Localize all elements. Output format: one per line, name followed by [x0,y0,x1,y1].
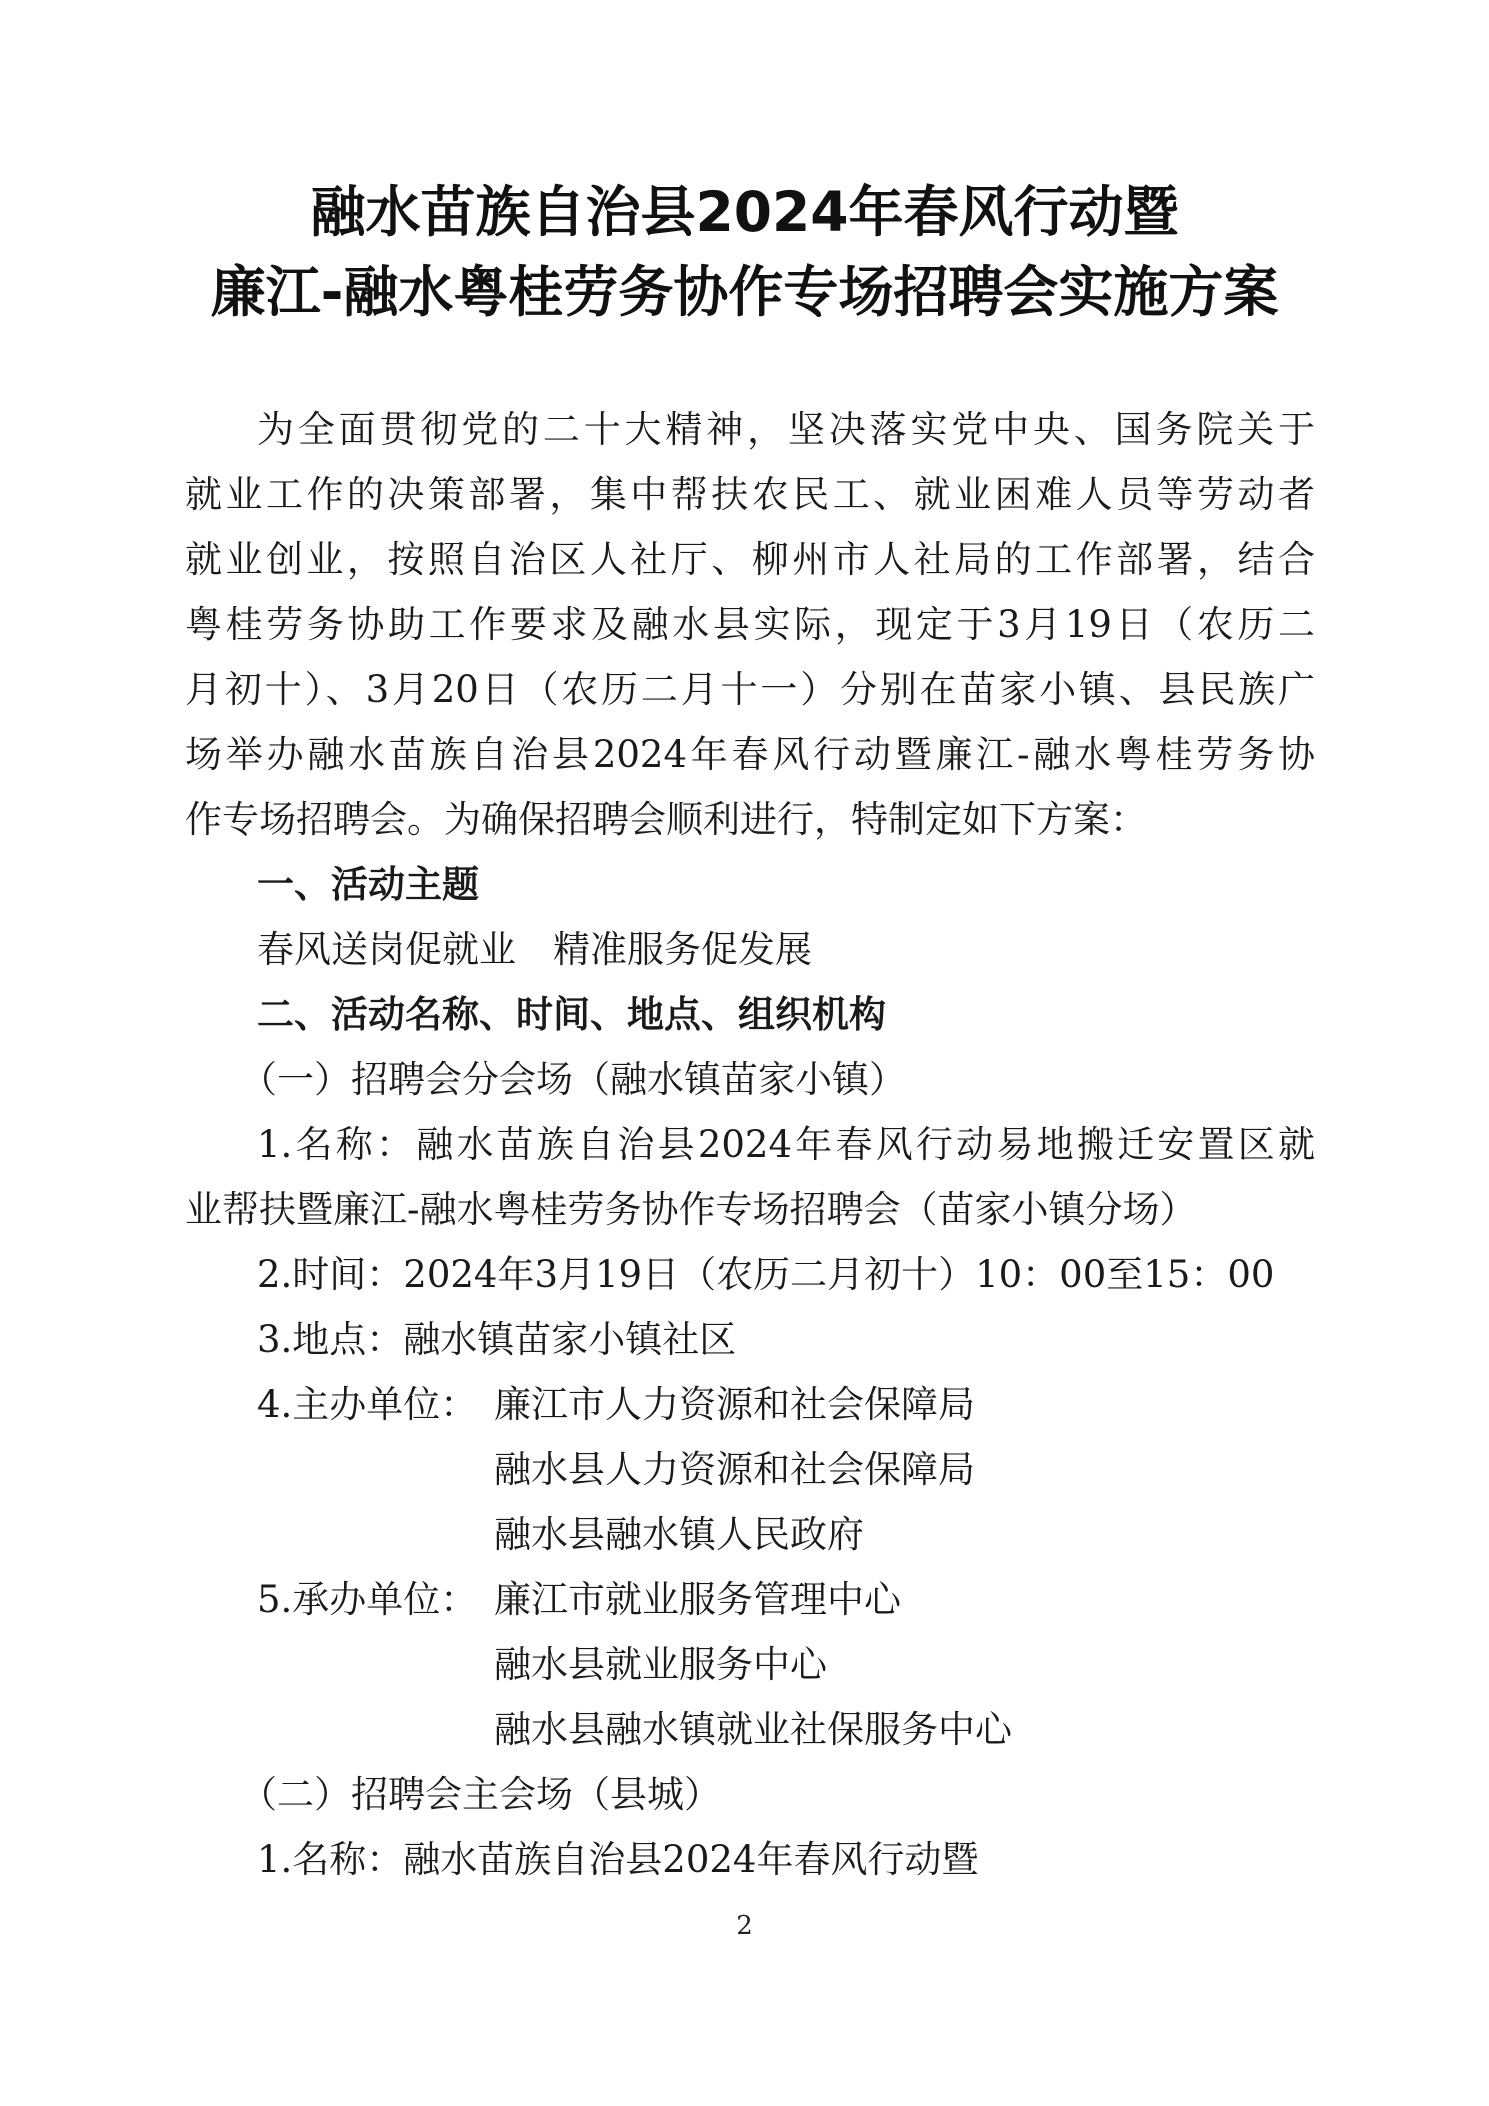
intro-paragraph-line: 粤桂劳务协助工作要求及融水县实际，现定于3月19日（农历二 [185,603,1315,646]
branch-venue-name-cont: 业帮扶暨廉江-融水粤桂劳务协作专场招聘会（苗家小镇分场） [185,1188,1197,1231]
activity-theme: 春风送岗促就业 精准服务促发展 [257,928,812,971]
organizer-units-label: 5.承办单位： [257,1578,478,1621]
branch-venue-time: 2.时间：2024年3月19日（农历二月初十）10：00至15：00 [257,1253,1275,1296]
main-venue-name: 1.名称：融水苗族自治县2024年春风行动暨 [257,1838,979,1881]
page-number: 2 [736,1911,753,1941]
subsection-1-heading: （一）招聘会分会场（融水镇苗家小镇） [240,1058,906,1101]
organizer-unit: 廉江市就业服务管理中心 [494,1578,901,1621]
host-unit: 廉江市人力资源和社会保障局 [494,1383,975,1426]
host-unit: 融水县融水镇人民政府 [494,1513,864,1556]
intro-paragraph-line: 就业创业，按照自治区人社厅、柳州市人社局的工作部署，结合 [185,538,1315,581]
intro-paragraph-line: 就业工作的决策部署，集中帮扶农民工、就业困难人员等劳动者 [185,473,1315,516]
host-unit: 融水县人力资源和社会保障局 [494,1448,975,1491]
branch-venue-name: 1.名称：融水苗族自治县2024年春风行动易地搬迁安置区就 [257,1123,1315,1166]
host-units-label: 4.主办单位： [257,1383,478,1426]
document-title-line-2: 廉江-融水粤桂劳务协作专场招聘会实施方案 [210,260,1279,324]
branch-venue-place: 3.地点：融水镇苗家小镇社区 [257,1318,737,1361]
organizer-unit: 融水县融水镇就业社保服务中心 [494,1708,1012,1751]
intro-paragraph-line: 作专场招聘会。为确保招聘会顺利进行，特制定如下方案： [185,798,1147,841]
intro-paragraph-line: 场举办融水苗族自治县2024年春风行动暨廉江-融水粤桂劳务协 [185,733,1315,776]
intro-paragraph-line: 月初十）、3月20日（农历二月十一）分别在苗家小镇、县民族广 [185,668,1315,711]
document-title-line-1: 融水苗族自治县2024年春风行动暨 [310,180,1179,244]
section-2-heading: 二、活动名称、时间、地点、组织机构 [257,993,886,1036]
intro-paragraph-line: 为全面贯彻党的二十大精神，坚决落实党中央、国务院关于 [257,408,1315,451]
section-1-heading: 一、活动主题 [257,863,479,906]
organizer-unit: 融水县就业服务中心 [494,1643,827,1686]
subsection-2-heading: （二）招聘会主会场（县城） [240,1773,721,1816]
